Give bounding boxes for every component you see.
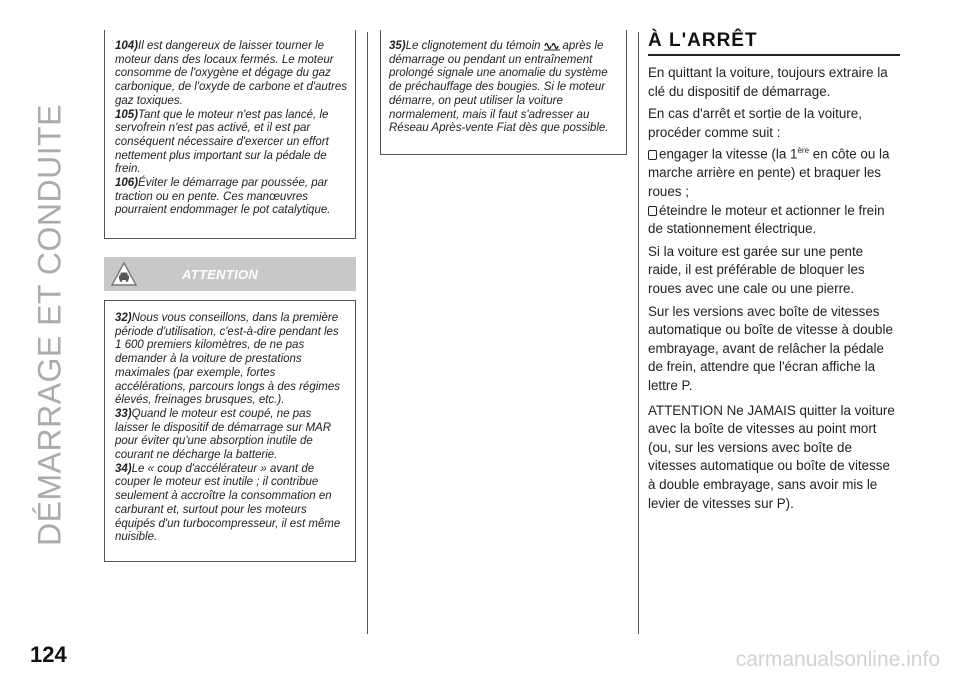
attention-35: 35)Le clignotement du témoin après le démarrage ou pendant un entraînement prolongé signale une anomalie du système de préchauffage des bougies. Si le moteur démarre, on peut utiliser la voiture normalement, mais il faut s'adresser au Réseau Après-vente Fiat dès que possible. (389, 40, 609, 135)
bullet-icon (648, 206, 657, 216)
heading-rule (648, 54, 900, 56)
warning-105: 105)Tant que le moteur n'est pas lancé, le servofrein n'est pas activé, et il est par conséquent nécessaire d'exercer un effort nettement plus important sur la pédale de frein. (115, 108, 329, 176)
right-column (648, 30, 900, 517)
paragraph-3: Si la voiture est garée sur une pente raide, il est préférable de bloquer les roues avec une cale ou une pierre. (648, 243, 865, 296)
attention-box-32-34 (104, 300, 356, 562)
paragraph-4: Sur les versions avec boîte de vitesses automatique ou boîte de vitesse à double embrayage, avant de relâcher la pédale de frein, attendre que l'écran affiche la lettre P. (648, 303, 893, 393)
paragraph-2: En cas d'arrêt et sortie de la voiture, procéder comme suit : engager la vitesse (la 1ère en côte ou la marche arrière en pente) et braquer les roues ; éteindre le moteur et actionner le frein de stationnement électrique. (648, 106, 890, 237)
paragraph-5: ATTENTION Ne JAMAIS quitter la voiture avec la boîte de vitesses au point mort (ou, sur les versions avec boîte de vitesses automatique ou boîte de vitesse à double embrayage, sans avoir mis le levier de vitesses sur P). (648, 402, 895, 511)
column-divider-right (638, 32, 639, 634)
paragraph-1: En quittant la voiture, toujours extraire la clé du dispositif de démarrage. (648, 65, 888, 99)
warning-106: 106)Éviter le démarrage par poussée, par traction ou en pente. Ces manœuvres pourraient endommager le pot catalytique. (115, 177, 331, 217)
attention-label: ATTENTION (182, 267, 259, 282)
glow-plug-icon (543, 40, 561, 51)
attention-header (104, 257, 356, 291)
bullet-icon (648, 150, 657, 160)
attention-33: 33)Quand le moteur est coupé, ne pas laisser le dispositif de démarrage sur MAR pour éviter qu'une absorption inutile de courant ne décharge la batterie. (115, 407, 332, 462)
watermark: carmanualsonline.info (735, 648, 940, 671)
section-heading: À L'ARRÊT (648, 30, 758, 51)
warning-box-104-106 (104, 30, 356, 239)
car-warning-icon (111, 261, 137, 287)
page-number: 124 (30, 642, 67, 667)
warning-104: 104)Il est dangereux de laisser tourner le moteur dans des locaux fermés. Le moteur consomme de l'oxygène et dégage du gaz carbonique, de l'oxyde de carbone et d'autres gaz toxiques. (115, 40, 347, 107)
attention-34: 34)Le « coup d'accélérateur » avant de couper le moteur est inutile ; il contribue seulement à accroître la consommation en carburant et, surtout pour les moteurs équipés d'un turbocompresseur, il est même nuisible. (115, 462, 341, 544)
attention-box-35 (380, 30, 627, 155)
attention-32: 32)Nous vous conseillons, dans la première période d'utilisation, c'est-à-dire pendant les 1 600 premiers kilomètres, de ne pas demander à la voiture de prestations maximales (par exemple, fortes accélérations, parcours longs à des régimes élevés, freinages brusques, etc.). (115, 312, 341, 407)
column-divider-left (367, 32, 368, 634)
